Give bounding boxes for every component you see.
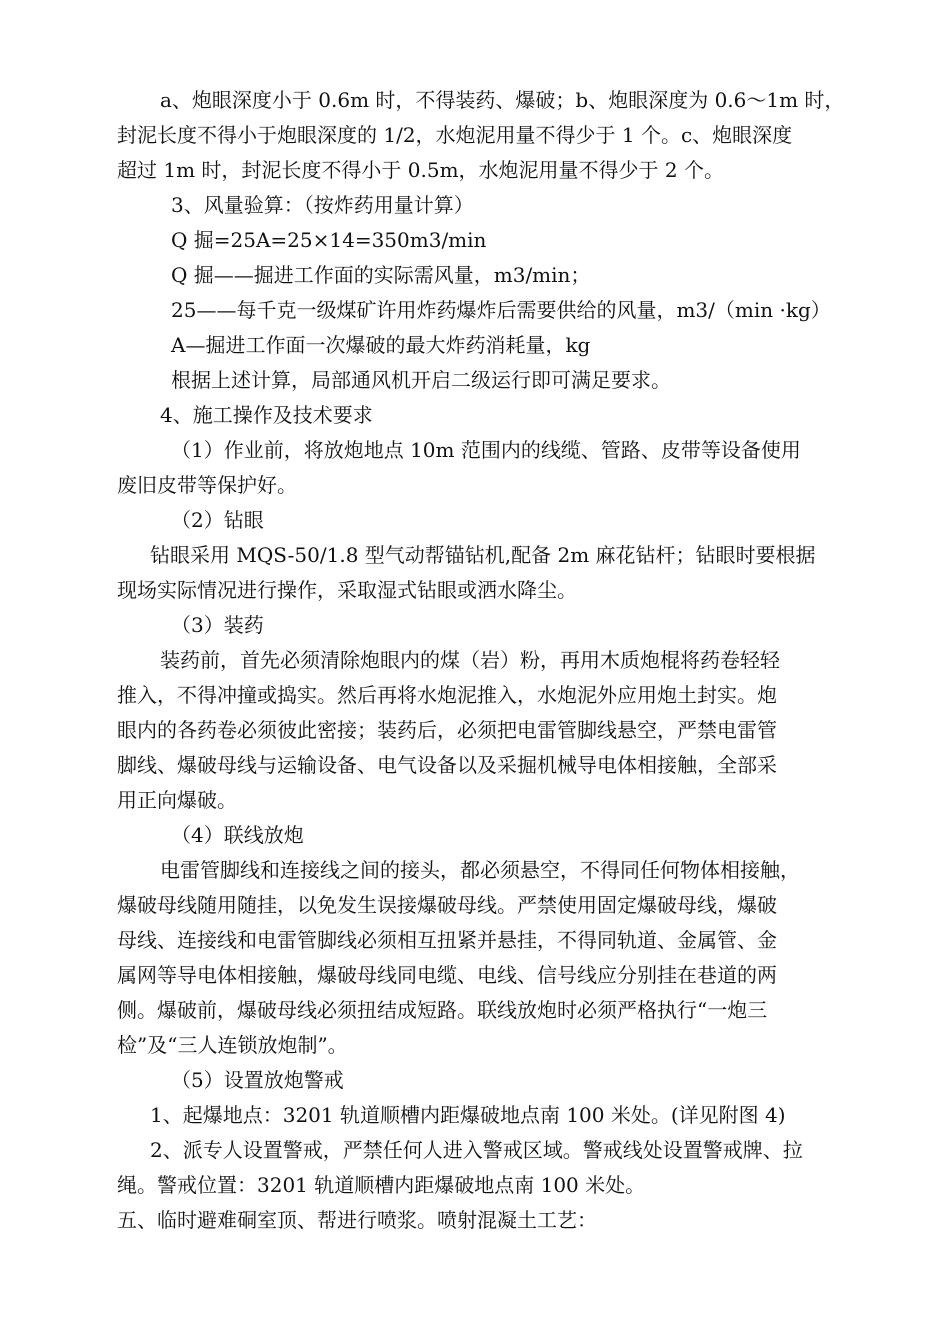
text-line: 根据上述计算，局部通风机开启二级运行即可满足要求。 (171, 368, 671, 392)
text-line: a、炮眼深度小于 0.6m 时，不得装药、爆破；b、炮眼深度为 0.6～1m 时， (160, 88, 845, 112)
text-line: （1）作业前，将放炮地点 10m 范围内的线缆、管路、皮带等设备使用 (171, 438, 801, 462)
text-line: 2、派专人设置警戒，严禁任何人进入警戒区域。警戒线处设置警戒牌、拉 (150, 1138, 803, 1162)
text-line: 推入，不得冲撞或捣实。然后再将水炮泥推入，水炮泥外应用炮土封实。炮 (117, 683, 777, 707)
text-line: （5）设置放炮警戒 (171, 1068, 344, 1092)
text-line: 绳。警戒位置：3201 轨道顺槽内距爆破地点南 100 米处。 (117, 1173, 646, 1197)
text-line: 现场实际情况进行操作，采取湿式钻眼或洒水降尘。 (117, 578, 577, 602)
text-line: 1、起爆地点：3201 轨道顺槽内距爆破地点南 100 米处。(详见附图 4) (150, 1103, 786, 1127)
text-line: 爆破母线随用随挂，以免发生误接爆破母线。严禁使用固定爆破母线，爆破 (117, 893, 777, 917)
text-line: （3）装药 (171, 613, 264, 637)
text-line: 电雷管脚线和连接线之间的接头，都必须悬空，不得同任何物体相接触， (160, 858, 800, 882)
text-line: A—掘进工作面一次爆破的最大炸药消耗量，kg (171, 333, 591, 357)
text-line: 五、临时避难硐室顶、帮进行喷浆。喷射混凝土工艺： (117, 1208, 597, 1232)
text-line: 封泥长度不得小于炮眼深度的 1/2，水炮泥用量不得少于 1 个。c、炮眼深度 (117, 123, 793, 147)
text-line: 钻眼采用 MQS-50/1.8 型气动帮锚钻机,配备 2m 麻花钻杆；钻眼时要根据 (150, 543, 816, 567)
text-line: 母线、连接线和电雷管脚线必须相互扭紧并悬挂，不得同轨道、金属管、金 (117, 928, 777, 952)
text-line: Q 掘——掘进工作面的实际需风量，m3/min； (171, 263, 591, 287)
text-line: 检”及“三人连锁放炮制”。 (117, 1033, 348, 1057)
text-line: 废旧皮带等保护好。 (117, 473, 297, 497)
text-line: 用正向爆破。 (117, 788, 237, 812)
text-line: 眼内的各药卷必须彼此密接；装药后，必须把电雷管脚线悬空，严禁电雷管 (117, 718, 777, 742)
text-line: 属网等导电体相接触，爆破母线同电缆、电线、信号线应分别挂在巷道的两 (117, 963, 777, 987)
text-line: 装药前，首先必须清除炮眼内的煤（岩）粉，再用木质炮棍将药卷轻轻 (160, 648, 780, 672)
text-line: 脚线、爆破母线与运输设备、电气设备以及采掘机械导电体相接触，全部采 (117, 753, 777, 777)
text-line: 超过 1m 时，封泥长度不得小于 0.5m，水炮泥用量不得少于 2 个。 (117, 158, 724, 182)
text-line: 侧。爆破前，爆破母线必须扭结成短路。联线放炮时必须严格执行“一炮三 (117, 998, 768, 1022)
text-line: （4）联线放炮 (171, 823, 304, 847)
text-line: Q 掘=25A=25×14=350m3/min (171, 228, 487, 252)
text-line: 3、风量验算：（按炸药用量计算） (171, 193, 474, 217)
text-line: 25——每千克一级煤矿许用炸药爆炸后需要供给的风量，m3/（min ·kg） (171, 298, 831, 322)
text-line: （2）钻眼 (171, 508, 264, 532)
text-line: 4、施工操作及技术要求 (160, 403, 373, 427)
